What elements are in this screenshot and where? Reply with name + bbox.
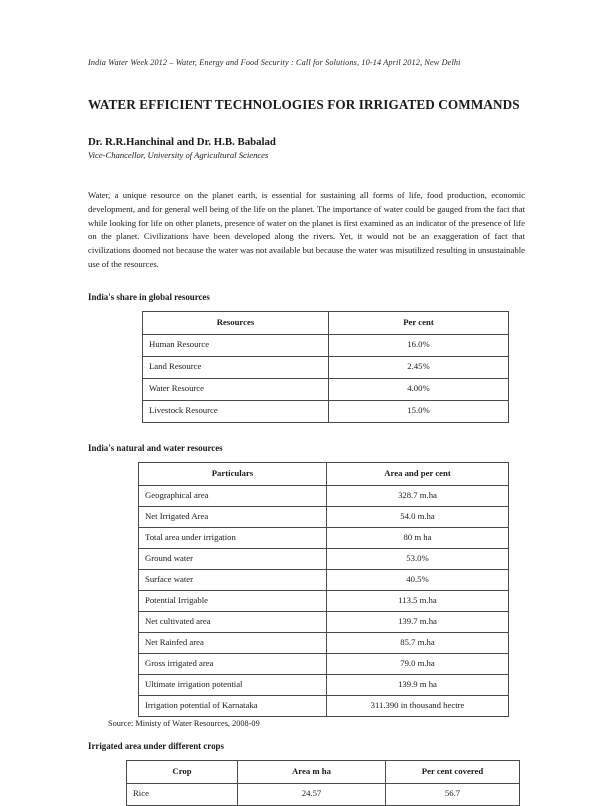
- running-header: India Water Week 2012 – Water, Energy and Food Security : Call for Solutions, 10-14 April 2012, New Delhi: [88, 58, 461, 67]
- table-row: [143, 334, 509, 356]
- cell-particular: Irrigation potential of Karnataka: [139, 695, 327, 716]
- cell-particular: Total area under irrigation: [139, 527, 327, 548]
- page-content: [88, 58, 525, 806]
- table-row: [139, 569, 509, 590]
- page-title: WATER EFFICIENT TECHNOLOGIES FOR IRRIGATED COMMANDS: [88, 97, 520, 112]
- natural-water-resources-table: [138, 462, 509, 717]
- table2-source-note: Source: Ministy of Water Resources, 2008-09: [108, 718, 260, 728]
- cell-particular: Net Irrigated Area: [139, 506, 327, 527]
- cell-crop: Rice: [127, 783, 238, 805]
- table-row: [139, 674, 509, 695]
- cell-particular: Net cultivated area: [139, 611, 327, 632]
- cell-resource: Land Resource: [143, 356, 329, 378]
- table-row: [139, 548, 509, 569]
- table1-wrapper: [88, 311, 525, 423]
- table2-caption: India's natural and water resources: [88, 442, 223, 453]
- cell-particular: Ultimate irrigation potential: [139, 674, 327, 695]
- cell-percent: 15.0%: [329, 400, 509, 422]
- column-header-resources: Resources: [143, 311, 329, 334]
- column-header-percent-covered: Per cent covered: [386, 760, 520, 783]
- affiliation-line: Vice-Chancellor, University of Agricultural Sciences: [88, 149, 269, 160]
- cell-particular: Potential Irrigable: [139, 590, 327, 611]
- table-row: [139, 527, 509, 548]
- column-header-percent: Per cent: [329, 311, 509, 334]
- table-row: [143, 356, 509, 378]
- cell-area: 40.5%: [327, 569, 509, 590]
- table-row: [139, 611, 509, 632]
- intro-paragraph: Water, a unique resource on the planet earth, is essential for sustaining all forms of life, food production, economic development, and for general well being of the life on the planet. The importance of water could be gauged from the fact that while looking for life on other planets, presence of water on the planet is first examined as an indicator of the presence of life on the planet. Civilizations have been developed along the rivers. Yet, it would not be an exaggeration of fact that civilizations doomed not because the water was not available but because the water was misutilized resulting in unsustainable use of the resources.: [88, 190, 525, 269]
- global-resources-table: [142, 311, 509, 423]
- table3-caption: Irrigated area under different crops: [88, 740, 224, 751]
- table1-caption: India's share in global resources: [88, 291, 210, 302]
- table-row: [139, 485, 509, 506]
- column-header-area-percent: Area and per cent: [327, 462, 509, 485]
- cell-percent: 4.00%: [329, 378, 509, 400]
- cell-area: 328.7 m.ha: [327, 485, 509, 506]
- table-row: [143, 378, 509, 400]
- cell-percent: 56.7: [386, 783, 520, 805]
- table-row: [143, 400, 509, 422]
- table-row: [139, 506, 509, 527]
- cell-particular: Geographical area: [139, 485, 327, 506]
- table-row: [139, 632, 509, 653]
- cell-percent: 2.45%: [329, 356, 509, 378]
- cell-resource: Water Resource: [143, 378, 329, 400]
- cell-area: 113.5 m.ha: [327, 590, 509, 611]
- cell-particular: Surface water: [139, 569, 327, 590]
- table3-wrapper: [88, 760, 525, 806]
- cell-area: 54.0 m.ha: [327, 506, 509, 527]
- cell-area: 85.7 m.ha: [327, 632, 509, 653]
- author-line: Dr. R.R.Hanchinal and Dr. H.B. Babalad: [88, 135, 276, 148]
- cell-resource: Livestock Resource: [143, 400, 329, 422]
- column-header-crop: Crop: [127, 760, 238, 783]
- cell-resource: Human Resource: [143, 334, 329, 356]
- cell-area: 311.390 in thousand hectre: [327, 695, 509, 716]
- table-header-row: [143, 311, 509, 334]
- cell-particular: Net Rainfed area: [139, 632, 327, 653]
- table-row: [139, 653, 509, 674]
- cell-area: 80 m ha: [327, 527, 509, 548]
- table2-wrapper: [88, 462, 525, 717]
- cell-percent: 16.0%: [329, 334, 509, 356]
- cell-particular: Ground water: [139, 548, 327, 569]
- cell-area: 79.0 m.ha: [327, 653, 509, 674]
- cell-area: 24.57: [238, 783, 386, 805]
- column-header-particulars: Particulars: [139, 462, 327, 485]
- table-row: [127, 783, 520, 805]
- table-header-row: [127, 760, 520, 783]
- cell-area: 139.7 m.ha: [327, 611, 509, 632]
- cell-particular: Gross irrigated area: [139, 653, 327, 674]
- table-row: [139, 590, 509, 611]
- table-row: [139, 695, 509, 716]
- column-header-area: Area m ha: [238, 760, 386, 783]
- table-header-row: [139, 462, 509, 485]
- cell-area: 139.9 m ha: [327, 674, 509, 695]
- irrigated-area-crops-table: [126, 760, 520, 806]
- cell-area: 53.0%: [327, 548, 509, 569]
